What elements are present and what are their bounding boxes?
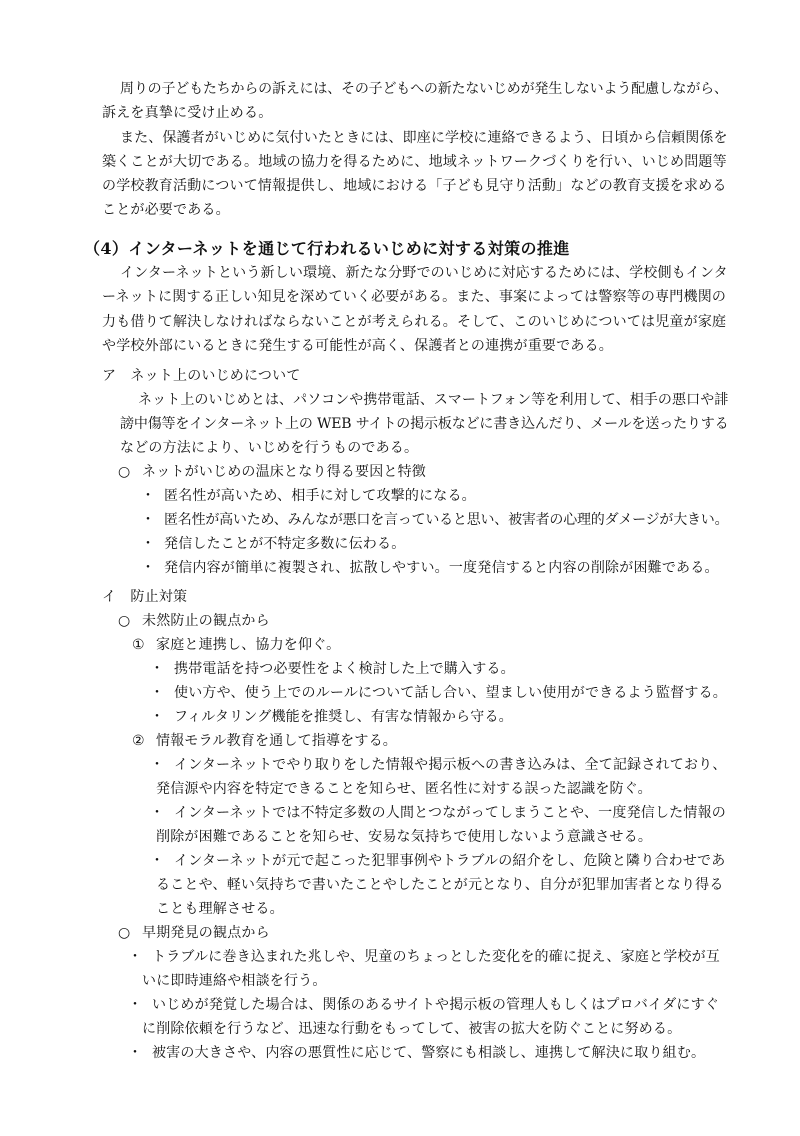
- intro-p2-line-2: 築くことが大切である。地域の協力を得るために、地域ネットワークづくりを行い、いじめ問題等: [102, 154, 727, 170]
- subsection-a-body-line-2: 謗中傷等をインターネット上の WEB サイトの掲示板などに書き込んだり、メールを送ったりする: [120, 416, 729, 432]
- bullet-dot-icon: ・: [128, 1045, 142, 1061]
- prevent-sub2-bullet-2-line-2: 削除が困難であることを知らせ、安易な気持ちで使用しないよう意識させる。: [156, 829, 653, 845]
- circled-number-2-icon: ②: [132, 733, 145, 749]
- prevent-sub2-bullet-3-line-3: ことも理解させる。: [156, 901, 284, 917]
- early-bullet-1-line-1: トラブルに巻き込まれた兆しや、児童のちょっとした変化を的確に捉え、家庭と学校が互: [152, 949, 720, 965]
- bullet-dot-icon: ・: [150, 709, 164, 725]
- section-4-body-line-2: ーネットに関する正しい知見を深めていく必要がある。また、事案によっては警察等の専門機関の: [102, 289, 727, 305]
- bullet-dot-icon: ・: [150, 757, 164, 773]
- subsection-a-title: ア ネット上のいじめについて: [102, 368, 301, 384]
- a-bullet-2: 匿名性が高いため、みんなが悪口を言っていると思い、被害者の心理的ダメージが大きい。: [164, 512, 729, 528]
- bullet-dot-icon: ・: [150, 685, 164, 701]
- bullet-dot-icon: ・: [141, 512, 155, 528]
- prevent-sub2-bullet-3-line-2: ることや、軽い気持ちで書いたことやしたことが元となり、自分が犯罪加害者となり得る: [156, 877, 724, 893]
- early-bullet-2-line-1: いじめが発覚した場合は、関係のあるサイトや掲示板の管理人もしくはプロバイダにすぐ: [152, 997, 720, 1013]
- bullet-dot-icon: ・: [141, 488, 155, 504]
- bullet-dot-icon: ・: [150, 661, 164, 677]
- early-bullet-1-line-2: いに即時連絡や相談を行う。: [142, 973, 327, 989]
- intro-p2-line-1: また、保護者がいじめに気付いたときには、即座に学校に連絡できるよう、日頃から信頼関係を: [120, 130, 728, 146]
- intro-p1-line-2: 訴えを真摯に受け止める。: [102, 105, 273, 121]
- section-4-body-line-1: インターネットという新しい環境、新たな分野でのいじめに対応するためには、学校側もインタ: [120, 265, 728, 281]
- circle-bullet-icon: ○: [118, 464, 131, 480]
- prevent-sub2-bullet-2-line-1: インターネットでは不特定多数の人間とつながってしまうことや、一度発信した情報の: [174, 805, 726, 821]
- circle-bullet-icon: ○: [118, 925, 131, 941]
- section-4-body-line-3: 力も借りて解決しなければならないことが考えられる。そして、このいじめについては児童が家庭: [102, 314, 727, 330]
- prevent-sub1-bullet-2: 使い方や、使う上でのルールについて話し合い、望ましい使用ができるよう監督する。: [174, 685, 727, 701]
- bullet-dot-icon: ・: [141, 536, 155, 552]
- bullet-dot-icon: ・: [128, 997, 142, 1013]
- intro-p1-line-1: 周りの子どもたちからの訴えには、その子どもへの新たないじめが発生しないよう配慮しながら、: [120, 81, 728, 97]
- intro-p2-line-4: ことが必要である。: [102, 202, 230, 218]
- prevent-sub1-title: 家庭と連携し、協力を仰ぐ。: [156, 637, 341, 653]
- section-4-heading: （4）インターネットを通じて行われるいじめに対する対策の推進: [84, 239, 570, 258]
- bullet-dot-icon: ・: [150, 853, 164, 869]
- section-4-body-line-4: や学校外部にいるときに発生する可能性が高く、保護者との連携が重要である。: [102, 338, 613, 354]
- subsection-i-title: イ 防止対策: [102, 589, 188, 605]
- circle-bullet-icon: ○: [118, 613, 131, 629]
- a-bullet-4: 発信内容が簡単に複製され、拡散しやすい。一度発信すると内容の削除が困難である。: [164, 560, 719, 576]
- a-circle-title: ネットがいじめの温床となり得る要因と特徴: [142, 464, 426, 480]
- subsection-a-body-line-1: ネット上のいじめとは、パソコンや携帯電話、スマートフォン等を利用して、相手の悪口や誹: [138, 392, 729, 408]
- prevent-sub2-bullet-3-line-1: インターネットが元で起こった犯罪事例やトラブルの紹介をし、危険と隣り合わせであ: [174, 853, 726, 869]
- early-title: 早期発見の観点から: [142, 925, 270, 941]
- early-bullet-3-line-1: 被害の大きさや、内容の悪質性に応じて、警察にも相談し、連携して解決に取り組む。: [152, 1045, 706, 1061]
- bullet-dot-icon: ・: [128, 949, 142, 965]
- prevent-sub2-title: 情報モラル教育を通して指導をする。: [156, 733, 397, 749]
- intro-p2-line-3: の学校教育活動について情報提供し、地域における「子ども見守り活動」などの教育支援を求める: [102, 178, 727, 194]
- prevent-sub1-bullet-1: 携帯電話を持つ必要性をよく検討した上で購入する。: [174, 661, 515, 677]
- subsection-a-body-line-3: などの方法により、いじめを行うものである。: [120, 440, 419, 456]
- early-bullet-2-line-2: に削除依頼を行うなど、迅速な行動をもってして、被害の拡大を防ぐことに努める。: [142, 1021, 682, 1037]
- bullet-dot-icon: ・: [150, 805, 164, 821]
- prevent-sub1-bullet-3: フィルタリング機能を推奨し、有害な情報から守る。: [174, 709, 513, 725]
- a-bullet-3: 発信したことが不特定多数に伝わる。: [164, 536, 406, 552]
- prevent-sub2-bullet-1-line-2: 発信源や内容を特定できることを知らせ、匿名性に対する誤った認識を防ぐ。: [156, 781, 652, 797]
- a-bullet-1: 匿名性が高いため、相手に対して攻撃的になる。: [164, 488, 476, 504]
- circled-number-1-icon: ①: [132, 637, 145, 653]
- prevent-title: 未然防止の観点から: [142, 613, 270, 629]
- prevent-sub2-bullet-1-line-1: インターネットでやり取りをした情報や掲示板への書き込みは、全て記録されており、: [174, 757, 727, 773]
- bullet-dot-icon: ・: [141, 560, 155, 576]
